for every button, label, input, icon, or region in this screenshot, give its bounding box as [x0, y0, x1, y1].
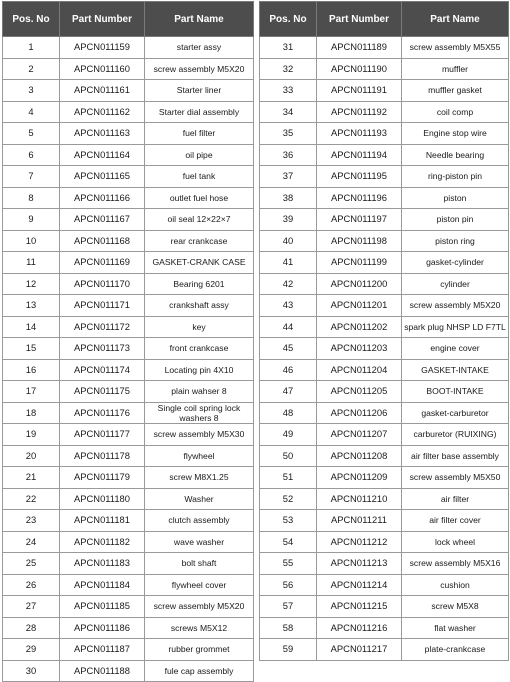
part-number-cell: APCN011191 — [317, 80, 402, 102]
table-row — [3, 295, 254, 317]
part-number-cell: APCN011212 — [317, 531, 402, 553]
pos-cell: 38 — [260, 187, 317, 209]
part-name-cell: front crankcase — [145, 338, 254, 360]
part-name-cell: screw assembly M5X55 — [402, 37, 509, 59]
pos-cell: 7 — [3, 166, 60, 188]
part-number-cell: APCN011210 — [317, 488, 402, 510]
table-row — [260, 37, 509, 59]
pos-cell: 26 — [3, 574, 60, 596]
part-name-cell: screw M8X1.25 — [145, 467, 254, 489]
pos-cell: 48 — [260, 402, 317, 424]
part-name-cell: muffler gasket — [402, 80, 509, 102]
part-number-cell: APCN011180 — [60, 488, 145, 510]
pos-cell: 58 — [260, 617, 317, 639]
part-number-cell: APCN011185 — [60, 596, 145, 618]
table-row — [3, 101, 254, 123]
part-name-cell: rubber grommet — [145, 639, 254, 661]
table-row — [3, 381, 254, 403]
pos-cell: 51 — [260, 467, 317, 489]
part-name-cell: GASKET-CRANK CASE — [145, 252, 254, 274]
pos-cell: 14 — [3, 316, 60, 338]
header-row — [3, 2, 254, 37]
part-name-cell: fuel tank — [145, 166, 254, 188]
part-name-cell: Engine stop wire — [402, 123, 509, 145]
table-row — [3, 445, 254, 467]
table-row — [260, 402, 509, 424]
part-name-cell: flywheel cover — [145, 574, 254, 596]
part-name-cell: gasket-carburetor — [402, 402, 509, 424]
pos-cell: 16 — [3, 359, 60, 381]
part-number-cell: APCN011178 — [60, 445, 145, 467]
table-row — [260, 123, 509, 145]
part-name-cell: coil comp — [402, 101, 509, 123]
part-name-cell: muffler — [402, 58, 509, 80]
part-name-cell: screw assembly M5X30 — [145, 424, 254, 446]
part-name-cell: BOOT-INTAKE — [402, 381, 509, 403]
table-row — [3, 488, 254, 510]
part-number-cell: APCN011214 — [317, 574, 402, 596]
part-name-cell: clutch assembly — [145, 510, 254, 532]
table-row — [3, 424, 254, 446]
part-number-cell: APCN011188 — [60, 660, 145, 682]
pos-cell: 4 — [3, 101, 60, 123]
part-number-cell: APCN011198 — [317, 230, 402, 252]
part-name-cell: screws M5X12 — [145, 617, 254, 639]
pos-cell: 39 — [260, 209, 317, 231]
part-number-cell: APCN011168 — [60, 230, 145, 252]
pos-cell: 21 — [3, 467, 60, 489]
part-name-cell: screw assembly M5X20 — [145, 596, 254, 618]
table-row — [3, 316, 254, 338]
pos-cell: 33 — [260, 80, 317, 102]
pos-cell: 47 — [260, 381, 317, 403]
part-number-cell: APCN011173 — [60, 338, 145, 360]
pos-cell: 1 — [3, 37, 60, 59]
table-row — [3, 58, 254, 80]
part-name-cell: rear crankcase — [145, 230, 254, 252]
pos-cell: 57 — [260, 596, 317, 618]
part-name-cell: crankshaft assy — [145, 295, 254, 317]
pos-cell: 30 — [3, 660, 60, 682]
part-number-cell: APCN011161 — [60, 80, 145, 102]
part-number-cell: APCN011176 — [60, 402, 145, 424]
part-name-cell: starter assy — [145, 37, 254, 59]
part-number-cell: APCN011159 — [60, 37, 145, 59]
header-pos-no: Pos. No — [260, 2, 317, 37]
pos-cell: 42 — [260, 273, 317, 295]
part-name-cell: flywheel — [145, 445, 254, 467]
pos-cell: 52 — [260, 488, 317, 510]
table-row — [260, 531, 509, 553]
pos-cell: 12 — [3, 273, 60, 295]
part-number-cell: APCN011172 — [60, 316, 145, 338]
pos-cell: 3 — [3, 80, 60, 102]
table-row — [3, 574, 254, 596]
table-row — [260, 467, 509, 489]
part-name-cell: cylinder — [402, 273, 509, 295]
pos-cell: 45 — [260, 338, 317, 360]
part-number-cell: APCN011186 — [60, 617, 145, 639]
part-number-cell: APCN011175 — [60, 381, 145, 403]
part-name-cell: lock wheel — [402, 531, 509, 553]
part-number-cell: APCN011165 — [60, 166, 145, 188]
pos-cell: 5 — [3, 123, 60, 145]
parts-table-right-body — [260, 37, 509, 661]
table-row — [260, 80, 509, 102]
part-name-cell: screw assembly M5X20 — [145, 58, 254, 80]
part-number-cell: APCN011177 — [60, 424, 145, 446]
pos-cell: 35 — [260, 123, 317, 145]
part-name-cell: GASKET-INTAKE — [402, 359, 509, 381]
part-number-cell: APCN011190 — [317, 58, 402, 80]
part-name-cell: plate-crankcase — [402, 639, 509, 661]
part-number-cell: APCN011199 — [317, 252, 402, 274]
part-number-cell: APCN011174 — [60, 359, 145, 381]
part-name-cell: oil seal 12×22×7 — [145, 209, 254, 231]
table-row — [3, 660, 254, 682]
table-row — [260, 574, 509, 596]
table-row — [3, 617, 254, 639]
table-row — [3, 123, 254, 145]
table-row — [3, 273, 254, 295]
part-number-cell: APCN011215 — [317, 596, 402, 618]
part-number-cell: APCN011189 — [317, 37, 402, 59]
pos-cell: 13 — [3, 295, 60, 317]
pos-cell: 11 — [3, 252, 60, 274]
pos-cell: 31 — [260, 37, 317, 59]
part-name-cell: outlet fuel hose — [145, 187, 254, 209]
pos-cell: 50 — [260, 445, 317, 467]
part-number-cell: APCN011192 — [317, 101, 402, 123]
part-name-cell: engine cover — [402, 338, 509, 360]
part-name-cell: screw assembly M5X20 — [402, 295, 509, 317]
part-name-cell: Single coil spring lock washers 8 — [145, 402, 254, 424]
part-number-cell: APCN011182 — [60, 531, 145, 553]
part-number-cell: APCN011187 — [60, 639, 145, 661]
part-name-cell: ring-piston pin — [402, 166, 509, 188]
part-name-cell: Starter liner — [145, 80, 254, 102]
table-row — [260, 101, 509, 123]
table-row — [260, 144, 509, 166]
part-number-cell: APCN011169 — [60, 252, 145, 274]
table-row — [3, 467, 254, 489]
part-name-cell: key — [145, 316, 254, 338]
part-number-cell: APCN011204 — [317, 359, 402, 381]
table-row — [3, 639, 254, 661]
part-name-cell: plain wahser 8 — [145, 381, 254, 403]
pos-cell: 23 — [3, 510, 60, 532]
header-part-number: Part Number — [317, 2, 402, 37]
part-number-cell: APCN011184 — [60, 574, 145, 596]
part-name-cell: spark plug NHSP LD F7TL — [402, 316, 509, 338]
table-row — [3, 338, 254, 360]
part-name-cell: screw assembly M5X16 — [402, 553, 509, 575]
table-row — [3, 252, 254, 274]
part-number-cell: APCN011202 — [317, 316, 402, 338]
pos-cell: 19 — [3, 424, 60, 446]
parts-table-right — [259, 1, 509, 661]
table-row — [260, 553, 509, 575]
table-row — [260, 639, 509, 661]
part-name-cell: piston ring — [402, 230, 509, 252]
part-number-cell: APCN011194 — [317, 144, 402, 166]
header-part-name: Part Name — [145, 2, 254, 37]
pos-cell: 29 — [3, 639, 60, 661]
table-row — [3, 402, 254, 424]
part-name-cell: cushion — [402, 574, 509, 596]
part-name-cell: oil pipe — [145, 144, 254, 166]
pos-cell: 8 — [3, 187, 60, 209]
pos-cell: 34 — [260, 101, 317, 123]
part-name-cell: Needle bearing — [402, 144, 509, 166]
pos-cell: 54 — [260, 531, 317, 553]
pos-cell: 46 — [260, 359, 317, 381]
pos-cell: 32 — [260, 58, 317, 80]
part-number-cell: APCN011213 — [317, 553, 402, 575]
part-name-cell: fuel filter — [145, 123, 254, 145]
table-row — [3, 209, 254, 231]
part-number-cell: APCN011205 — [317, 381, 402, 403]
part-name-cell: piston — [402, 187, 509, 209]
table-row — [3, 166, 254, 188]
table-row — [3, 230, 254, 252]
table-row — [3, 37, 254, 59]
pos-cell: 15 — [3, 338, 60, 360]
table-row — [260, 338, 509, 360]
part-number-cell: APCN011195 — [317, 166, 402, 188]
table-row — [260, 295, 509, 317]
part-number-cell: APCN011211 — [317, 510, 402, 532]
table-row — [260, 252, 509, 274]
table-row — [260, 510, 509, 532]
part-number-cell: APCN011183 — [60, 553, 145, 575]
part-number-cell: APCN011217 — [317, 639, 402, 661]
pos-cell: 27 — [3, 596, 60, 618]
pos-cell: 40 — [260, 230, 317, 252]
part-name-cell: carburetor (RUIXING) — [402, 424, 509, 446]
parts-table-left — [2, 1, 254, 682]
table-row — [3, 359, 254, 381]
part-name-cell: Washer — [145, 488, 254, 510]
table-row — [260, 58, 509, 80]
table-row — [260, 445, 509, 467]
part-number-cell: APCN011209 — [317, 467, 402, 489]
part-name-cell: air filter cover — [402, 510, 509, 532]
part-number-cell: APCN011200 — [317, 273, 402, 295]
part-name-cell: bolt shaft — [145, 553, 254, 575]
part-name-cell: wave washer — [145, 531, 254, 553]
part-number-cell: APCN011160 — [60, 58, 145, 80]
pos-cell: 22 — [3, 488, 60, 510]
part-number-cell: APCN011166 — [60, 187, 145, 209]
header-part-name: Part Name — [402, 2, 509, 37]
table-row — [3, 187, 254, 209]
part-number-cell: APCN011197 — [317, 209, 402, 231]
part-number-cell: APCN011196 — [317, 187, 402, 209]
part-name-cell: Starter dial assembly — [145, 101, 254, 123]
part-number-cell: APCN011170 — [60, 273, 145, 295]
table-row — [260, 359, 509, 381]
table-row — [3, 596, 254, 618]
part-number-cell: APCN011216 — [317, 617, 402, 639]
pos-cell: 6 — [3, 144, 60, 166]
part-number-cell: APCN011171 — [60, 295, 145, 317]
table-row — [260, 209, 509, 231]
pos-cell: 43 — [260, 295, 317, 317]
table-row — [3, 531, 254, 553]
pos-cell: 49 — [260, 424, 317, 446]
pos-cell: 25 — [3, 553, 60, 575]
part-number-cell: APCN011207 — [317, 424, 402, 446]
pos-cell: 28 — [3, 617, 60, 639]
table-row — [260, 488, 509, 510]
table-row — [260, 596, 509, 618]
pos-cell: 17 — [3, 381, 60, 403]
parts-table-left-body — [3, 37, 254, 682]
table-row — [260, 316, 509, 338]
table-row — [260, 424, 509, 446]
pos-cell: 20 — [3, 445, 60, 467]
pos-cell: 2 — [3, 58, 60, 80]
part-number-cell: APCN011203 — [317, 338, 402, 360]
table-row — [260, 273, 509, 295]
table-row — [3, 553, 254, 575]
pos-cell: 36 — [260, 144, 317, 166]
part-number-cell: APCN011163 — [60, 123, 145, 145]
pos-cell: 24 — [3, 531, 60, 553]
part-number-cell: APCN011162 — [60, 101, 145, 123]
part-name-cell: air filter — [402, 488, 509, 510]
table-row — [260, 187, 509, 209]
part-number-cell: APCN011167 — [60, 209, 145, 231]
part-number-cell: APCN011208 — [317, 445, 402, 467]
pos-cell: 10 — [3, 230, 60, 252]
pos-cell: 53 — [260, 510, 317, 532]
pos-cell: 59 — [260, 639, 317, 661]
table-row — [260, 617, 509, 639]
header-row — [260, 2, 509, 37]
table-row — [260, 166, 509, 188]
part-name-cell: air filter base assembly — [402, 445, 509, 467]
pos-cell: 44 — [260, 316, 317, 338]
part-name-cell: Bearing 6201 — [145, 273, 254, 295]
part-number-cell: APCN011206 — [317, 402, 402, 424]
table-row — [3, 510, 254, 532]
pos-cell: 18 — [3, 402, 60, 424]
table-row — [260, 230, 509, 252]
part-name-cell: gasket-cylinder — [402, 252, 509, 274]
table-row — [3, 144, 254, 166]
part-name-cell: piston pin — [402, 209, 509, 231]
pos-cell: 55 — [260, 553, 317, 575]
part-name-cell: screw assembly M5X50 — [402, 467, 509, 489]
table-row — [260, 381, 509, 403]
part-number-cell: APCN011179 — [60, 467, 145, 489]
part-number-cell: APCN011181 — [60, 510, 145, 532]
table-row — [3, 80, 254, 102]
pos-cell: 37 — [260, 166, 317, 188]
pos-cell: 56 — [260, 574, 317, 596]
header-pos-no: Pos. No — [3, 2, 60, 37]
header-part-number: Part Number — [60, 2, 145, 37]
part-number-cell: APCN011201 — [317, 295, 402, 317]
part-name-cell: Locating pin 4X10 — [145, 359, 254, 381]
part-name-cell: fule cap assembly — [145, 660, 254, 682]
part-number-cell: APCN011164 — [60, 144, 145, 166]
part-number-cell: APCN011193 — [317, 123, 402, 145]
part-name-cell: flat washer — [402, 617, 509, 639]
pos-cell: 41 — [260, 252, 317, 274]
part-name-cell: screw M5X8 — [402, 596, 509, 618]
pos-cell: 9 — [3, 209, 60, 231]
